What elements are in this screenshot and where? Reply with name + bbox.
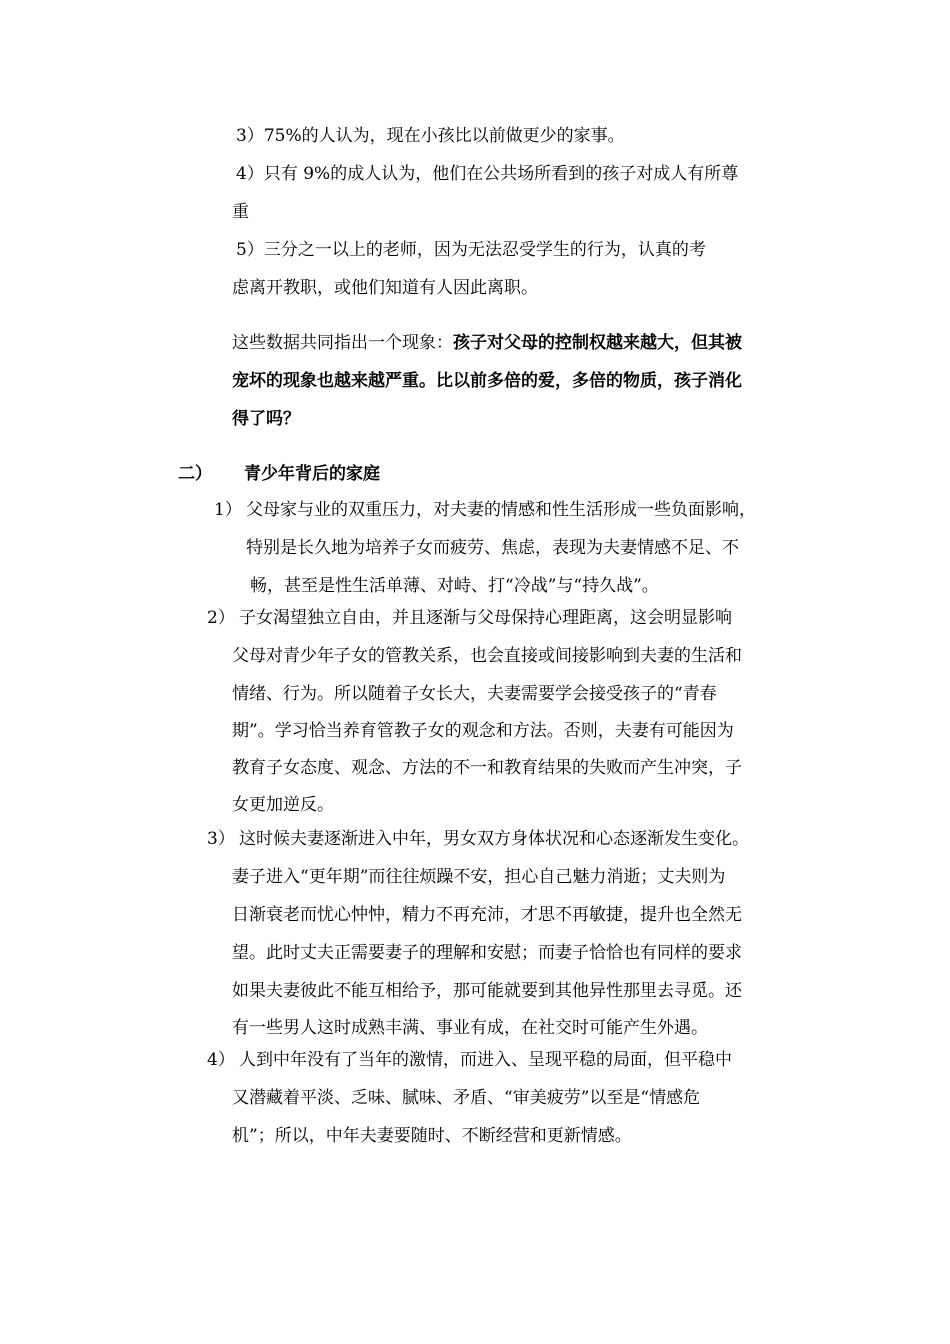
- point-3-line3: 日渐衰老而忧心忡忡，精力不再充沛，才思不再敏捷，提升也全然无: [232, 905, 742, 925]
- point-3-line4: 望。此时丈夫正需要妻子的理解和安慰；而妻子恰恰也有同样的要求: [232, 943, 742, 963]
- point-2-line1: 子女渴望独立自由，并且逐渐与父母保持心理距离，这会明显影响: [239, 608, 732, 628]
- point-1-line3: 畅，甚至是性生活单薄、对峙、打“冷战”与“持久战”。: [250, 576, 659, 596]
- point-2-line3: 情绪、行为。所以随着子女长大，夫妻需要学会接受孩子的“青春: [232, 684, 717, 704]
- stat-item-3: 3）75%的人认为，现在小孩比以前做更少的家事。: [236, 126, 625, 146]
- point-3-line6: 有一些男人这时成熟丰满、事业有成，在社交时可能产生外遇。: [232, 1018, 708, 1038]
- point-3-number: 3）: [207, 829, 235, 849]
- point-1-line2: 特别是长久地为培养子女而疲劳、焦虑，表现为夫妻情感不足、不: [246, 538, 739, 558]
- point-4-line2: 又潜藏着平淡、乏味、腻味、矛盾、“审美疲劳”以至是“情感危: [232, 1088, 701, 1108]
- point-2-line2: 父母对青少年子女的管教关系，也会直接或间接影响到夫妻的生活和: [232, 646, 742, 666]
- point-2-line4: 期”。学习恰当养育管教子女的观念和方法。否则，夫妻有可能因为: [232, 721, 734, 741]
- point-2-line6: 女更加逆反。: [232, 795, 334, 815]
- summary-line1: [232, 332, 742, 354]
- summary-emphasis-1: 孩子对父母的控制权越来越大，但其被: [453, 333, 742, 353]
- point-1-line1: 父母家与业的双重压力，对夫妻的情感和性生活形成一些负面影响，: [246, 500, 756, 520]
- point-2-number: 2）: [207, 608, 235, 628]
- point-1-number: 1）: [214, 500, 242, 520]
- point-2-line5: 教育子女态度、观念、方法的不一和教育结果的失败而产生冲突，子: [232, 758, 742, 778]
- stat-item-5-line1: 5）三分之一以上的老师，因为无法忍受学生的行为，认真的考: [236, 240, 706, 260]
- point-3-line5: 如果夫妻彼此不能互相给予，那可能就要到其他异性那里去寻觅。还: [232, 981, 742, 1001]
- summary-lead: 这些数据共同指出一个现象：: [232, 333, 453, 353]
- point-4-number: 4）: [207, 1050, 235, 1070]
- stat-item-5-line2: 虑离开教职，或他们知道有人因此离职。: [232, 278, 538, 298]
- section-number: 二）: [178, 464, 212, 484]
- summary-emphasis-3: 得了吗？: [232, 409, 300, 429]
- stat-item-4-line1: 4）只有 9%的成人认为，他们在公共场所看到的孩子对成人有所尊: [236, 164, 739, 184]
- point-4-line3: 机”；所以，中年夫妻要随时、不断经营和更新情感。: [232, 1126, 632, 1146]
- summary-emphasis-2: 宠坏的现象也越来越严重。比以前多倍的爱，多倍的物质，孩子消化: [232, 371, 742, 391]
- point-3-line2: 妻子进入“更年期”而往往烦躁不安，担心自己魅力消逝；丈夫则为: [232, 867, 726, 887]
- point-4-line1: 人到中年没有了当年的激情，而进入、呈现平稳的局面，但平稳中: [239, 1050, 732, 1070]
- section-title: 青少年背后的家庭: [244, 464, 380, 484]
- stat-item-4-line2: 重: [232, 202, 249, 222]
- point-3-line1: 这时候夫妻逐渐进入中年，男女双方身体状况和心态逐渐发生变化。: [239, 829, 749, 849]
